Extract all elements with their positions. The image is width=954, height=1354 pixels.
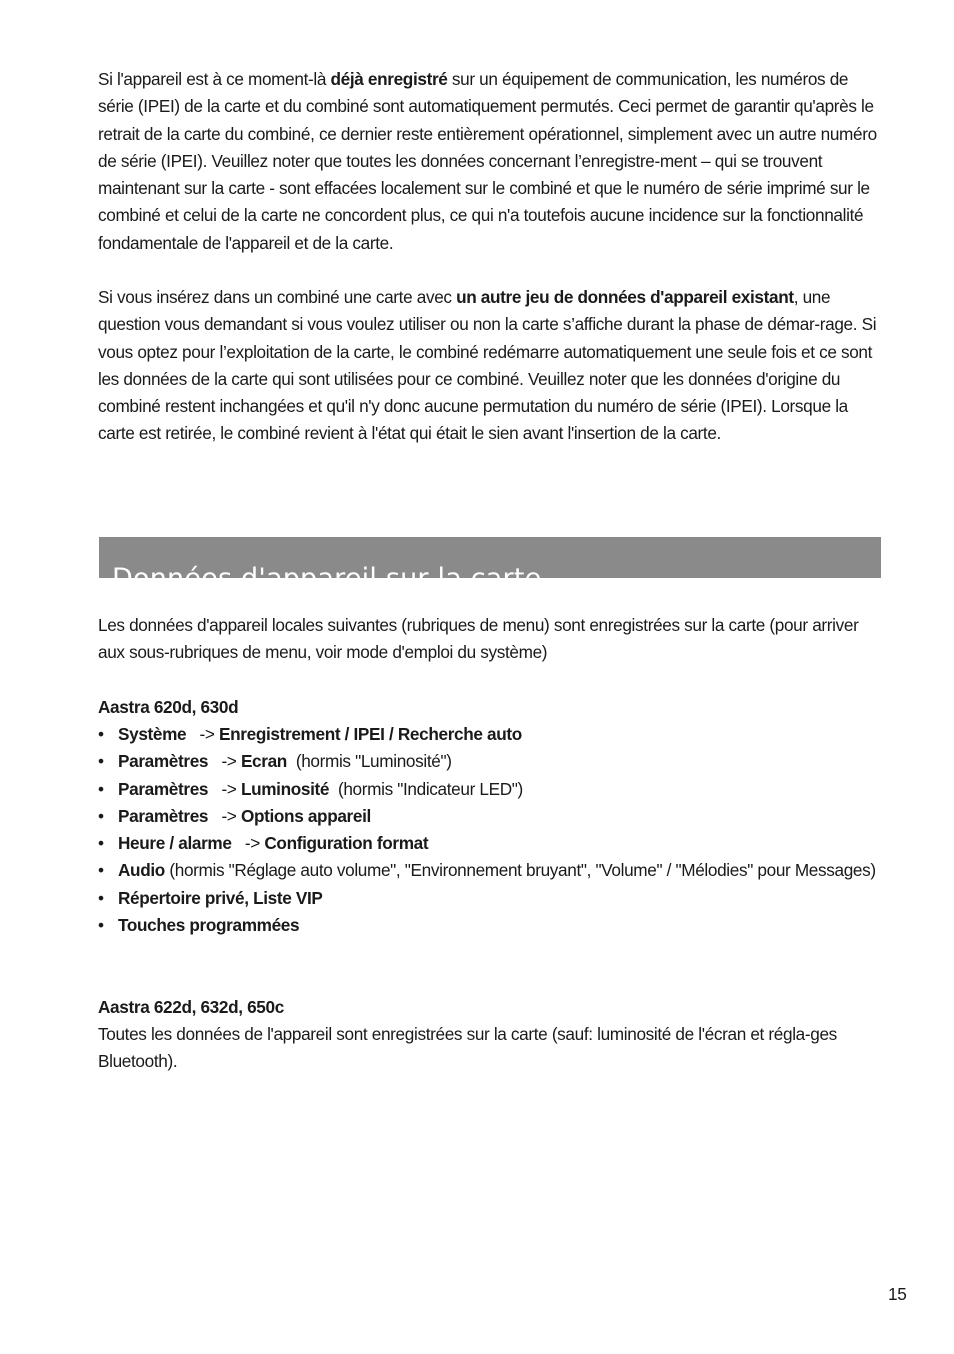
list-item [98, 721, 884, 748]
submenu-name: Ecran [240, 751, 287, 772]
menu-items-list [98, 721, 884, 939]
paragraph-intro-list: Les données d'appareil locales suivantes (rubriques de menu) sont enregistrées sur la carte (pour arriver aux sous-rubriques de menu, voir mode d'emploi du système) [98, 615, 859, 663]
paragraph-text: Si l'appareil est à ce moment-là [98, 69, 331, 89]
arrow-text: -> [221, 805, 237, 826]
arrow-text: -> [244, 833, 260, 854]
list-item [98, 885, 884, 912]
subheading-aastra-620d-630d: Aastra 620d, 630d [98, 697, 239, 717]
paragraph-text: sur un équipement de communication, les numéros de série (IPEI) de la carte et du combiné sont automatiquement permutés. Ceci permet de garantir qu'après le retrait de la carte du combiné, ce dernier reste entièrement opérationnel, simplement avec un autre numéro de série (IPEI). Veuillez noter que toutes les données concernant l’enregistre-ment – qui se trouvent maintenant sur la carte - sont effacées localement sur le combiné et que le numéro de série imprimé sur le combiné et celui de la carte ne concordent plus, ce qui n'a toutefois aucune incidence sur la fonctionnalité fondamentale de l'appareil et de la carte. [98, 69, 877, 253]
arrow-text: -> [199, 724, 215, 744]
menu-name: Paramètres [118, 805, 209, 826]
list-item [98, 857, 884, 884]
bullet-icon: • [98, 833, 104, 854]
list-item [98, 803, 884, 830]
menu-name: Audio [118, 860, 165, 881]
bullet-icon: • [98, 915, 104, 936]
submenu-name: Luminosité [240, 778, 330, 799]
menu-name: Répertoire privé, Liste VIP [118, 887, 323, 908]
menu-name: Heure / alarme [118, 833, 232, 854]
menu-name: Système [118, 724, 187, 744]
list-item [98, 776, 884, 803]
arrow-text: -> [221, 778, 237, 799]
list-item [98, 748, 884, 775]
menu-name: Touches programmées [118, 915, 300, 936]
list-item [98, 912, 884, 939]
arrow-text: -> [221, 751, 237, 772]
paragraph-all-data: Toutes les données de l'appareil sont enregistrées sur la carte (sauf: luminosité de l'écran et régla-ges Bluetooth). [98, 1024, 837, 1072]
paragraph-other-dataset [98, 284, 884, 448]
bullet-icon: • [98, 860, 104, 881]
bullet-icon: • [98, 805, 104, 826]
paragraph-text: Si vous insérez dans un combiné une carte avec [98, 287, 457, 307]
item-note: (hormis "Réglage auto volume", "Environnement bruyant", "Volume" / "Mélodies" pour Messages) [169, 860, 876, 881]
page-number: 15 [888, 1284, 907, 1304]
subheading-aastra-622d-632d-650c: Aastra 622d, 632d, 650c [98, 997, 284, 1017]
item-note: (hormis "Luminosité") [295, 751, 452, 772]
emphasis-text: un autre jeu de données d'appareil existant [456, 287, 794, 307]
section-header-bar [99, 537, 881, 595]
paragraph-card-registered [98, 66, 884, 257]
bullet-icon: • [98, 778, 104, 799]
submenu-name: Configuration format [264, 833, 429, 854]
paragraph-text: , une question vous demandant si vous voulez utiliser ou non la carte s’affiche durant la phase de démar-rage. Si vous optez pour l’exploitation de la carte, le combiné redémarre automatiquement une seule fois et ce sont les données de la carte qui sont utilisées pour ce combiné. Veuillez noter que les données d'origine du combiné restent inchangées et qu'il n'y donc aucune permutation du numéro de série (IPEI). Lorsque la carte est retirée, le combiné revient à l'état qui était le sien avant l'insertion de la carte. [98, 287, 877, 444]
emphasis-text: déjà enregistré [330, 69, 448, 89]
bullet-icon: • [98, 887, 104, 908]
menu-name: Paramètres [118, 778, 209, 799]
submenu-name: Options appareil [240, 805, 371, 826]
bullet-icon: • [98, 751, 104, 772]
bullet-icon: • [98, 724, 104, 744]
list-item [98, 830, 884, 857]
submenu-name: Enregistrement / IPEI / Recherche auto [219, 724, 522, 744]
menu-name: Paramètres [118, 751, 209, 772]
item-note: (hormis "Indicateur LED") [337, 778, 523, 799]
section-title: Données d'appareil sur la carte [112, 563, 542, 595]
